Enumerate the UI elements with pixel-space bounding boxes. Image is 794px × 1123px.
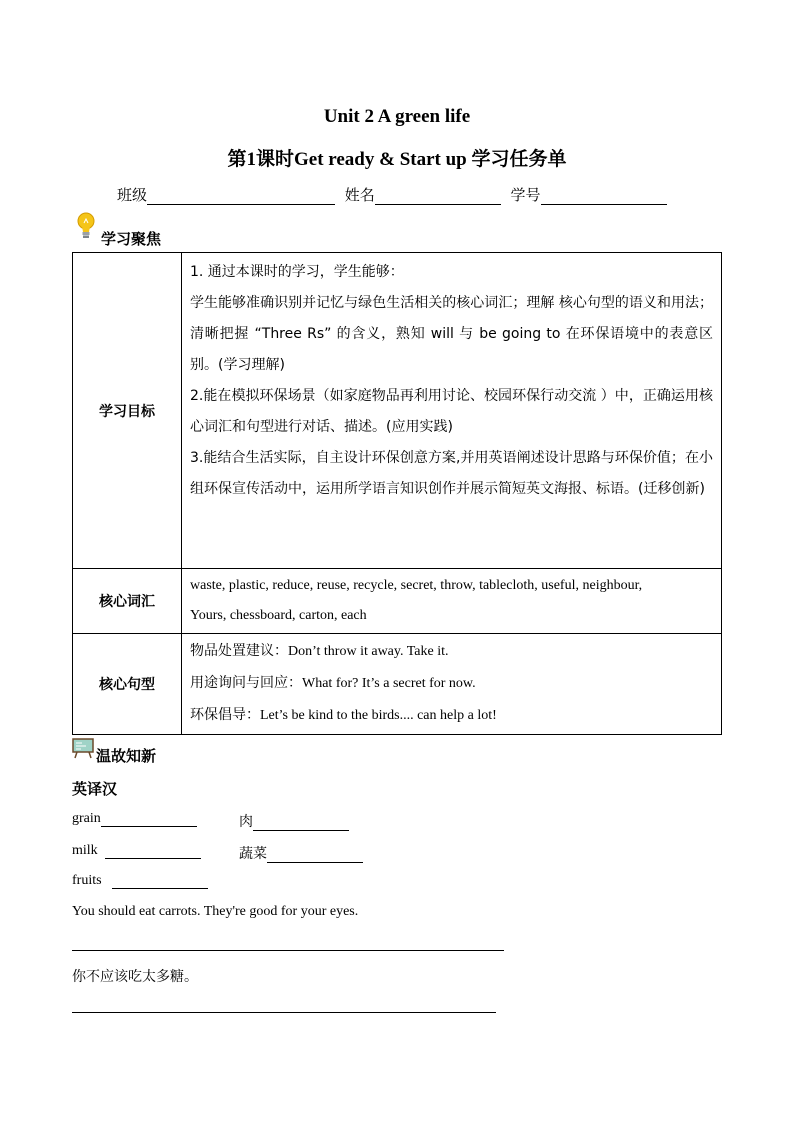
vocab-line-2: Yours, chessboard, carton, each bbox=[190, 608, 367, 623]
name-blank[interactable] bbox=[375, 188, 501, 205]
exercise-grain bbox=[72, 811, 197, 827]
number-label: 学号 bbox=[510, 186, 541, 204]
exercise-vegetables bbox=[239, 843, 363, 863]
word-fruits: fruits bbox=[72, 873, 102, 888]
sentences-label: 核心句型 bbox=[73, 634, 182, 735]
exercise-meat bbox=[239, 811, 349, 831]
answer-blank-fruits[interactable] bbox=[112, 873, 208, 889]
learning-table bbox=[72, 252, 722, 735]
review-heading: 温故知新 bbox=[96, 747, 157, 765]
vocab-line-1: waste, plastic, reduce, reuse, recycle, secret, throw, tablecloth, useful, neighbour, bbox=[190, 578, 643, 593]
sentence-english: You should eat carrots. They're good for your eyes. bbox=[72, 904, 359, 919]
goals-cell bbox=[182, 253, 722, 569]
goal-3: 3.能结合生活实际，自主设计环保创意方案,并用英语阐述设计思路与环保价值；在小组环保宣传活动中，运用所学语言知识创作并展示简短英文海报、标语。(迁移创新) bbox=[190, 450, 713, 497]
exercise-milk bbox=[72, 843, 201, 859]
page-subtitle: 第1课时Get ready & Start up 学习任务单 bbox=[227, 149, 567, 170]
class-blank[interactable] bbox=[147, 188, 335, 205]
goal-intro: 1. 通过本课时的学习，学生能够： bbox=[190, 264, 404, 280]
sentence-3: 环保倡导：Let’s be kind to the birds.... can help a lot! bbox=[190, 708, 497, 723]
number-blank[interactable] bbox=[541, 188, 667, 205]
answer-line-chinese[interactable] bbox=[72, 1012, 496, 1013]
sentence-2: 用途询问与回应：What for? It’s a secret for now. bbox=[190, 676, 476, 691]
word-vegetables: 蔬菜 bbox=[239, 846, 267, 862]
word-milk: milk bbox=[72, 843, 98, 858]
sentences-row bbox=[73, 634, 722, 735]
answer-blank-vegetables[interactable] bbox=[267, 847, 363, 863]
sentence-chinese: 你不应该吃太多糖。 bbox=[72, 969, 198, 985]
page-title: Unit 2 A green life bbox=[323, 106, 471, 127]
vocab-label: 核心词汇 bbox=[73, 569, 182, 634]
student-info-line bbox=[117, 184, 667, 205]
blackboard-icon bbox=[72, 737, 94, 759]
word-grain: grain bbox=[72, 811, 101, 826]
answer-blank-milk[interactable] bbox=[105, 843, 201, 859]
goals-label: 学习目标 bbox=[73, 253, 182, 569]
vocab-cell bbox=[182, 569, 722, 634]
sentence-1: 物品处置建议：Don’t throw it away. Take it. bbox=[190, 644, 449, 659]
goal-1: 学生能够准确识别并记忆与绿色生活相关的核心词汇；理解 核心句型的语义和用法；清晰把握 “Three Rs” 的含义，熟知 will 与 be going to 在环保语境中的表意区别。(学习理解) bbox=[190, 295, 713, 373]
sentences-cell bbox=[182, 634, 722, 735]
goals-row bbox=[73, 253, 722, 569]
word-meat: 肉 bbox=[239, 814, 253, 830]
class-label: 班级 bbox=[117, 186, 148, 204]
goal-2: 2.能在模拟环保场景（如家庭物品再利用讨论、校园环保行动交流 ）中，正确运用核心词汇和句型进行对话、描述。(应用实践) bbox=[190, 388, 713, 435]
answer-line-english[interactable] bbox=[72, 950, 504, 951]
focus-heading: 学习聚焦 bbox=[101, 230, 162, 248]
answer-blank-meat[interactable] bbox=[253, 815, 349, 831]
answer-blank-grain[interactable] bbox=[101, 811, 197, 827]
name-label: 姓名 bbox=[344, 186, 375, 204]
vocab-row bbox=[73, 569, 722, 634]
translation-heading: 英译汉 bbox=[72, 780, 118, 798]
exercise-fruits bbox=[72, 873, 208, 889]
lightbulb-icon bbox=[76, 212, 96, 242]
